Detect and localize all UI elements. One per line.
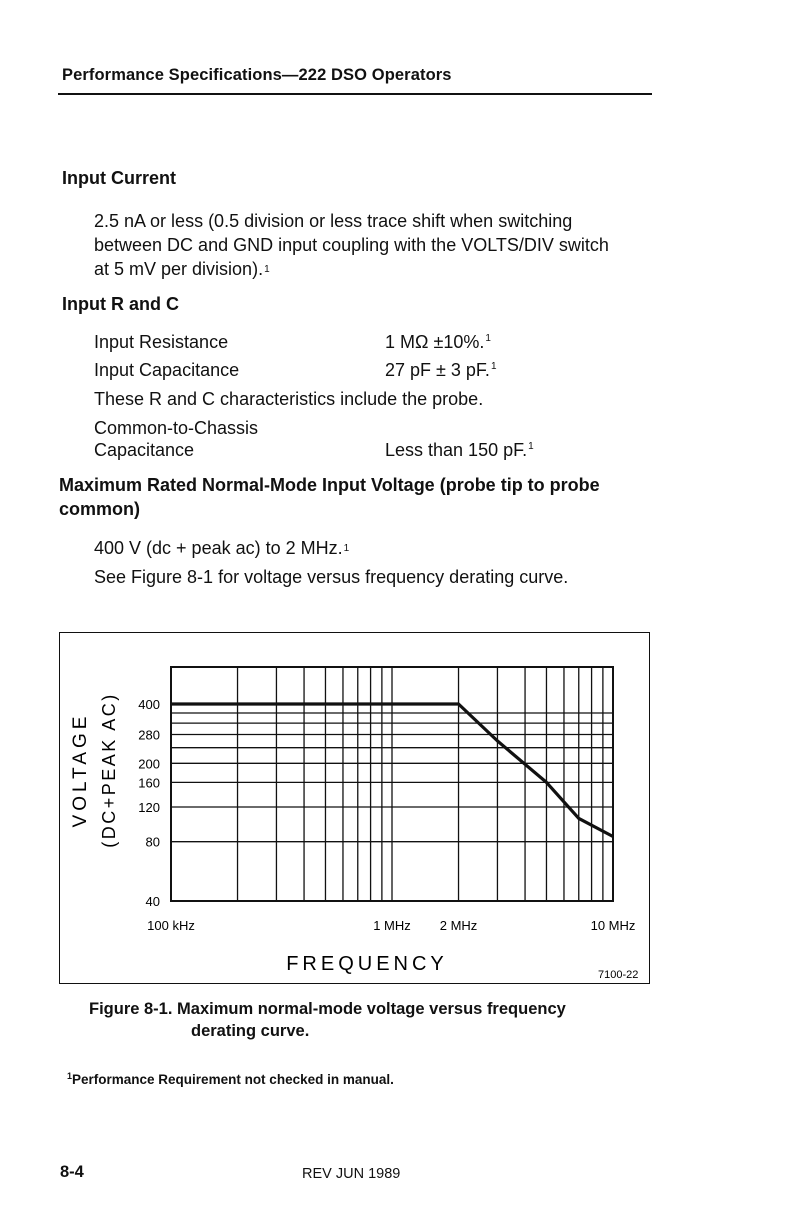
y-tick-label: 80 bbox=[145, 834, 160, 850]
y-tick-label: 160 bbox=[138, 775, 160, 791]
figure-caption-line-1: Figure 8-1. Maximum normal-mode voltage versus frequency bbox=[89, 1000, 566, 1018]
input-current-line-1: 2.5 nA or less (0.5 division or less trace shift when switching bbox=[94, 211, 573, 231]
figure-code: 7100-22 bbox=[598, 969, 639, 981]
x-axis-label: FREQUENCY bbox=[286, 953, 448, 975]
input-resistance-value: 1 MΩ ±10%.$^1$ bbox=[385, 332, 491, 352]
x-tick-label: 100 kHz bbox=[147, 918, 195, 933]
y-tick-label: 120 bbox=[138, 800, 160, 816]
footnote-mark: 1 bbox=[264, 264, 270, 275]
y-tick-label: 200 bbox=[138, 756, 160, 772]
input-capacitance-value: 27 pF ± 3 pF.$^1$ bbox=[385, 360, 497, 380]
footnote-mark: 1 bbox=[343, 543, 350, 554]
rc-note: These R and C characteristics include the probe. bbox=[94, 389, 484, 409]
y-axis-label-outer: VOLTAGE bbox=[70, 712, 91, 828]
input-current-heading: Input Current bbox=[62, 168, 176, 188]
revision-date: REV JUN 1989 bbox=[302, 1166, 401, 1182]
y-tick-layer bbox=[138, 697, 160, 909]
running-header: Performance Specifications—222 DSO Operators bbox=[62, 66, 452, 84]
footnote-mark: 1 bbox=[67, 1071, 73, 1081]
footnote: $^1$Performance Requirement not checked in manual. bbox=[67, 1071, 394, 1087]
x-tick-label: 2 MHz bbox=[439, 918, 478, 933]
input-rc-heading: Input R and C bbox=[62, 294, 179, 314]
max-voltage-heading-line-1: Maximum Rated Normal-Mode Input Voltage (probe tip to probe bbox=[59, 475, 600, 495]
see-figure-text: See Figure 8-1 for voltage versus frequency derating curve. bbox=[94, 567, 569, 587]
figure-caption-line-2: derating curve. bbox=[191, 1022, 310, 1040]
max-voltage-heading-line-2: common) bbox=[59, 499, 140, 519]
footnote-mark: 1 bbox=[485, 333, 491, 344]
input-resistance-label: Input Resistance bbox=[94, 332, 229, 352]
input-capacitance-label: Input Capacitance bbox=[94, 360, 240, 380]
page-number: 8-4 bbox=[60, 1163, 84, 1181]
max-voltage-value: 400 V (dc + peak ac) to 2 MHz.$^1$ bbox=[94, 538, 350, 558]
y-tick-label: 40 bbox=[145, 894, 160, 909]
chassis-value: Less than 150 pF.$^1$ bbox=[385, 440, 534, 460]
x-tick-label: 1 MHz bbox=[373, 918, 411, 933]
footnote-mark: 1 bbox=[490, 361, 497, 372]
input-current-line-2: between DC and GND input coupling with the VOLTS/DIV switch bbox=[94, 235, 609, 255]
footnote-mark: 1 bbox=[528, 441, 534, 452]
x-tick-layer bbox=[147, 918, 635, 933]
chassis-label-line-1: Common-to-Chassis bbox=[94, 418, 259, 438]
y-tick-label: 400 bbox=[138, 697, 160, 712]
x-tick-label: 10 MHz bbox=[590, 918, 636, 933]
y-axis-label-inner: (DC+PEAK AC) bbox=[99, 692, 119, 848]
y-tick-label: 280 bbox=[138, 727, 160, 743]
chassis-label-line-2: Capacitance bbox=[94, 440, 195, 460]
input-current-line-3: at 5 mV per division).$^1$ bbox=[94, 259, 270, 279]
